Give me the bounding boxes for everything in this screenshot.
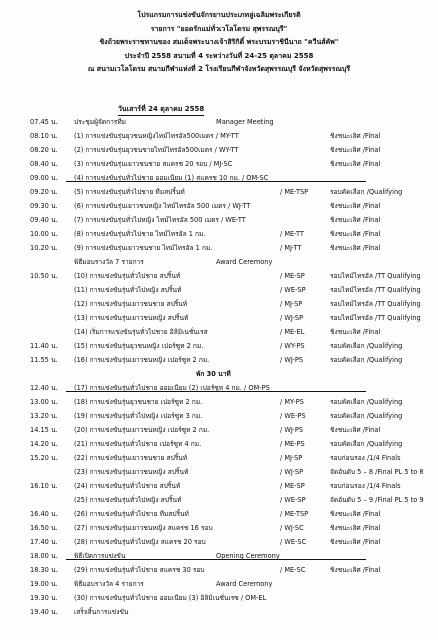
row-time: 09.40 น. <box>30 216 58 224</box>
schedule-row <box>0 298 438 311</box>
schedule-row <box>0 382 438 395</box>
row-time: 16.50 น. <box>30 524 58 532</box>
row-event-code: / ME-SC <box>280 566 306 574</box>
row-english-label: Opening Ceremony <box>216 552 280 560</box>
schedule-row <box>0 424 438 437</box>
row-event: (25) การแข่งขันรุ่นทั่วไปหญิง สปริ้นท์ <box>74 496 182 504</box>
row-event: (16) การแข่งขันรุ่นเยาวชนหญิง เปอร์ซูท 2 กม. <box>74 356 210 364</box>
header-line-5: ณ สนามเวโลโดรม สนามกีฬาแห่งที่ 2 โรงเรียนกีฬาจังหวัดสุพรรณบุรี จังหวัดสุพรรณบุรี <box>87 65 351 74</box>
row-round: ชิงชนะเลิศ /Final <box>330 524 381 532</box>
row-event-code: / ME-TT <box>280 230 304 238</box>
row-english-label: Award Ceremony <box>216 580 273 588</box>
schedule-row <box>0 466 438 479</box>
row-round: รอบไทม์ไทรอัล /TT Qualifying <box>330 272 421 280</box>
schedule-row <box>0 116 438 129</box>
row-round: ชิงชนะเลิศ /Final <box>330 566 381 574</box>
row-event: (18) การแข่งขันรุ่นยุวชนชาย เปอร์ซูท 2 กม. <box>74 398 203 406</box>
row-time: 16.10 น. <box>30 482 58 490</box>
row-time: 19.40 น. <box>30 608 58 616</box>
row-time: 10.50 น. <box>30 272 58 280</box>
row-time: 17.40 น. <box>30 538 58 546</box>
row-event-code: / WE-SC <box>280 538 307 546</box>
schedule-row <box>0 522 438 535</box>
row-time: 09.20 น. <box>30 188 58 196</box>
row-event: (5) การแข่งขันรุ่นทั่วไปชาย ทีมสปริ้นท์ <box>74 188 185 196</box>
row-event: (27) การแข่งขันรุ่นเยาวชนหญิง สแครช 16 รอบ <box>74 524 213 532</box>
row-round: ชิงชนะเลิศ /Final <box>330 244 381 252</box>
break-label: พัก 30 นาที <box>196 370 231 378</box>
schedule-row <box>0 410 438 423</box>
row-event-code: / WE-SP <box>280 496 306 504</box>
row-event-code: / WE-PS <box>280 412 306 420</box>
row-english-label: Award Ceremony <box>216 258 273 266</box>
row-event: เสร็จสิ้นการแข่งขัน <box>74 608 129 616</box>
row-event-code: / WJ-SC <box>280 524 304 532</box>
row-round: รอบก่อนรอง /1/4 Finals <box>330 454 401 462</box>
row-event: (3) การแข่งขันรุ่นเยาวชนชาย สแครช 20 รอบ / MJ-SC <box>74 160 233 168</box>
row-event-code: / WJ-PS <box>280 426 304 434</box>
row-event: (7) การแข่งขันรุ่นทั่วไปหญิง ไทม์ไทรอัล 500 เมตร / WE-TT <box>74 216 246 224</box>
row-round: ชิงชนะเลิศ /Final <box>330 160 381 168</box>
header-line-1: โปรแกรมการแข่งขันจักรยานประเภทลู่เฉลิมพระเกียรติ <box>137 11 301 19</box>
header-line-2: รายการ "ยอดรักแม่ทั่วเวโลโดรม สุพรรณบุรี" <box>150 24 288 33</box>
row-event-code: / MY-PS <box>280 398 304 406</box>
schedule-row <box>0 550 438 563</box>
row-event: (23) การแข่งขันรุ่นเยาวชนหญิง สปริ้นท์ <box>74 468 189 476</box>
schedule-row <box>0 270 438 283</box>
row-time: 15.20 น. <box>30 454 58 462</box>
row-round: ชิงชนะเลิศ /Final <box>330 216 381 224</box>
row-round: ชิงชนะเลิศ /Final <box>330 538 381 546</box>
schedule-row <box>0 536 438 549</box>
schedule-row <box>0 158 438 171</box>
row-time: 19.00 น. <box>30 580 58 588</box>
row-round: ชิงชนะเลิศ /Final <box>330 328 381 336</box>
schedule-row <box>0 144 438 157</box>
schedule-row <box>0 326 438 339</box>
row-event-code: / ME-TSP <box>280 510 309 518</box>
header-line-3: ชิงถ้วยพระราชทานของ สมเด็จพระนางเจ้าสิริกิติ์ พระบรมราชินีนาถ "ควีนส์คัพ" <box>99 38 339 47</box>
row-time: 10.20 น. <box>30 244 58 252</box>
row-round: รอบไทม์ไทรอัล /TT Qualifying <box>330 286 421 294</box>
row-time: 09.30 น. <box>30 202 58 210</box>
row-time: 14.15 น. <box>30 426 58 434</box>
row-time: 16.40 น. <box>30 510 58 518</box>
schedule-row <box>0 214 438 227</box>
row-event: (2) การแข่งขันรุ่นยุวชนชายไทม์ไทรอัล500เมตร / WY-TT <box>74 146 239 154</box>
row-event-code: / WE-SP <box>280 286 306 294</box>
row-event: (22) การแข่งขันรุ่นเยาวชนชาย สปริ้นท์ <box>74 454 188 462</box>
row-event: (21) การแข่งขันรุ่นทั่วไปชาย เปอร์ซูท 4 กม. <box>74 440 202 448</box>
row-round: จัดอันดับ 5 – 8 /Final PL 5 to 8 <box>330 468 424 476</box>
schedule-row <box>0 228 438 241</box>
row-time: 18.30 น. <box>30 566 58 574</box>
row-event: (17) การแข่งขันรุ่นทั่วไปชาย ออมเนียม (2) เปอร์ซูท 4 กม. / OM-PS <box>74 384 270 392</box>
schedule-row <box>0 396 438 409</box>
schedule-row <box>0 592 438 605</box>
row-time: 13.00 น. <box>30 398 58 406</box>
row-event-code: / WJ-SP <box>280 468 304 476</box>
row-time: 11.40 น. <box>30 342 58 350</box>
row-event: (14) เริ่มการแข่งขันรุ่นทั่วไปชาย อิลิมิเนชั่นเรส <box>74 328 208 336</box>
row-event: (26) การแข่งขันรุ่นทั่วไปชาย ทีมสปริ้นท์ <box>74 510 189 518</box>
row-english-label: Manager Meeting <box>216 118 274 126</box>
schedule-row <box>0 438 438 451</box>
row-event: (10) การแข่งขันรุ่นทั่วไปชาย สปริ้นท์ <box>74 272 181 280</box>
schedule-row <box>0 186 438 199</box>
row-event-code: / MJ-SP <box>280 454 303 462</box>
row-round: ชิงชนะเลิศ /Final <box>330 202 381 210</box>
schedule-row <box>0 256 438 269</box>
row-event: (24) การแข่งขันรุ่นทั่วไปชาย สปริ้นท์ <box>74 482 181 490</box>
row-event-code: / ME-SP <box>280 272 305 280</box>
row-event: (19) การแข่งขันรุ่นทั่วไปหญิง เปอร์ซูท 3 กม. <box>74 412 203 420</box>
schedule-row <box>0 284 438 297</box>
row-event-code: / ME-EL <box>280 328 305 336</box>
row-event: พิธีมอบรางวัล 7 รายการ <box>74 258 144 266</box>
row-time: 08.40 น. <box>30 160 58 168</box>
row-round: จัดอันดับ 5 – 9 /Final PL 5 to 9 <box>330 496 424 504</box>
schedule-row <box>0 564 438 577</box>
row-round: ชิงชนะเลิศ /Final <box>330 510 381 518</box>
row-event: พิธีมอบรางวัล 4 รายการ <box>74 580 144 588</box>
row-round: รอบไทม์ไทรอัล /TT Qualifying <box>330 314 421 322</box>
row-event-code: / MJ-SP <box>280 300 303 308</box>
row-time: 07.45 น. <box>30 118 58 126</box>
document-header <box>0 0 438 77</box>
schedule-row <box>0 200 438 213</box>
row-event: (13) การแข่งขันรุ่นเยาวชนหญิง สปริ้นท์ <box>74 314 189 322</box>
row-round: รอบคัดเลือก /Qualifying <box>330 342 403 350</box>
row-event-code: / ME-PS <box>280 440 305 448</box>
schedule-row <box>0 172 438 185</box>
row-event-code: / ME-SP <box>280 482 305 490</box>
row-round: รอบคัดเลือก /Qualifying <box>330 412 403 420</box>
row-event: (15) การแข่งขันรุ่นยุวชนหญิง เปอร์ซูท 2 กม. <box>74 342 204 350</box>
row-event: ประชุมผู้จัดการทีม <box>74 118 127 126</box>
schedule-row <box>0 354 438 367</box>
row-round: รอบไทม์ไทรอัล /TT Qualifying <box>330 300 421 308</box>
row-event: (9) การแข่งขันรุ่นเยาวชนชาย ไทม์ไทรอัล 1 กม. <box>74 244 213 252</box>
row-round: รอบคัดเลือก /Qualifying <box>330 188 403 196</box>
schedule-row <box>0 494 438 507</box>
row-round: ชิงชนะเลิศ /Final <box>330 146 381 154</box>
schedule-row <box>0 508 438 521</box>
row-round: รอบคัดเลือก /Qualifying <box>330 356 403 364</box>
header-line-4: ประจำปี 2558 สนามที่ 4 ระหว่างวันที่ 24-25 ตุลาคม 2558 <box>124 51 314 60</box>
row-round: ชิงชนะเลิศ /Final <box>330 230 381 238</box>
row-time: 14.20 น. <box>30 440 58 448</box>
schedule-date: วันเสาร์ที่ 24 ตุลาคม 2558 <box>118 104 204 116</box>
row-time: 18.00 น. <box>30 552 58 560</box>
row-time: 12.40 น. <box>30 384 58 392</box>
row-event: (1) การแข่งขันรุ่นยุวชนหญิงไทม์ไทรอัล500เมตร / MY-TT <box>74 132 239 140</box>
row-event: (28) การแข่งขันรุ่นทั่วไปหญิง สแครช 20 รอบ <box>74 538 206 546</box>
row-time: 19.30 น. <box>30 594 58 602</box>
row-event: (20) การแข่งขันรุ่นเยาวชนหญิง เปอร์ซูท 2 กม. <box>74 426 210 434</box>
row-event: (8) การแข่งขันรุ่นทั่วไปชาย ไทม์ไทรอัล 1 กม. <box>74 230 206 238</box>
schedule-row <box>0 130 438 143</box>
row-time: 11.55 น. <box>30 356 58 364</box>
row-time: 09.00 น. <box>30 174 58 182</box>
row-time: 10.00 น. <box>30 230 58 238</box>
row-event: (6) การแข่งขันรุ่นเยาวชนหญิง ไทม์ไทรอัล 500 เมตร / WJ-TT <box>74 202 251 210</box>
row-round: รอบคัดเลือก /Qualifying <box>330 440 403 448</box>
schedule-row <box>0 242 438 255</box>
row-event: (4) การแข่งขันรุ่นทั่วไปชาย ออมเนียม (1) สแครช 10 กม. / OM-SC <box>74 174 269 182</box>
schedule-row <box>0 480 438 493</box>
row-round: รอบคัดเลือก /Qualifying <box>330 398 403 406</box>
row-event: พิธีเปิดการแข่งขัน <box>74 552 126 560</box>
row-event-code: / ME-TSP <box>280 188 309 196</box>
schedule-row <box>0 368 438 381</box>
row-event: (11) การแข่งขันรุ่นทั่วไปหญิง สปริ้นท์ <box>74 286 182 294</box>
row-event: (12) การแข่งขันรุ่นเยาวชนชาย สปริ้นท์ <box>74 300 188 308</box>
row-time: 08.10 น. <box>30 132 58 140</box>
row-event: (29) การแข่งขันรุ่นทั่วไปชาย สแครช 30 รอบ <box>74 566 205 574</box>
schedule-row <box>0 606 438 619</box>
row-round: รอบก่อนรอง /1/4 Finals <box>330 482 401 490</box>
row-time: 08.20 น. <box>30 146 58 154</box>
schedule-row <box>0 340 438 353</box>
schedule-row <box>0 312 438 325</box>
row-event: (30) การแข่งขันรุ่นทั่วไปชาย ออมเนียม (3) อิลิมิเนชั่นเรซ / OM-EL <box>74 594 267 602</box>
row-time: 13.20 น. <box>30 412 58 420</box>
row-event-code: / WJ-PS <box>280 356 304 364</box>
row-round: ชิงชนะเลิศ /Final <box>330 426 381 434</box>
row-event-code: / WY-PS <box>280 342 305 350</box>
row-event-code: / WJ-SP <box>280 314 304 322</box>
schedule-row <box>0 578 438 591</box>
row-event-code: / MJ-TT <box>280 244 302 252</box>
schedule-row <box>0 452 438 465</box>
row-round: ชิงชนะเลิศ /Final <box>330 132 381 140</box>
